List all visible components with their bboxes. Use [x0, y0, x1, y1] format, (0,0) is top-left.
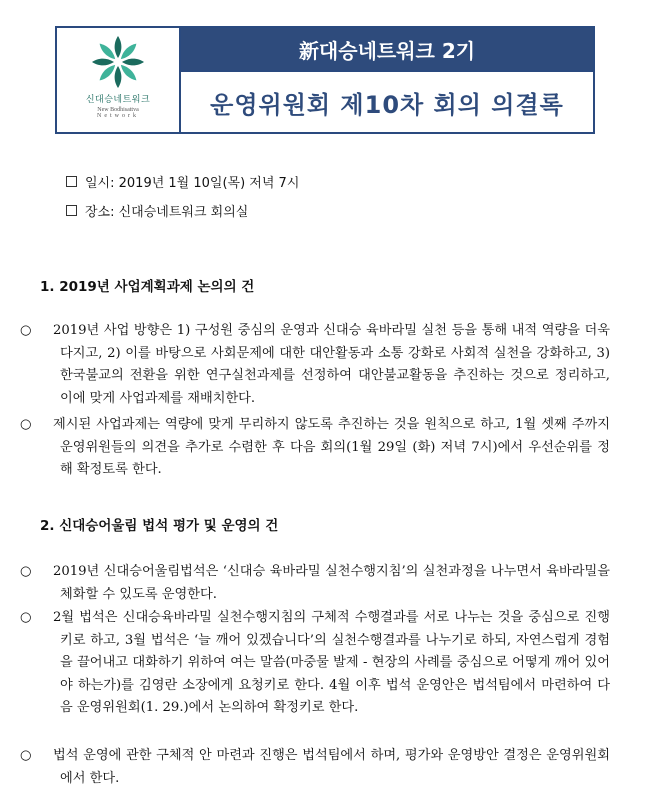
- document-header: [55, 26, 595, 134]
- section-2-item-1: [20, 561, 610, 606]
- item-text: 제시된 사업과제는 역량에 맞게 무리하지 않도록 추진하는 것을 원칙으로 하고, 1월 셋째 주까지 운영위원들의 의견을 추가로 수렴한 후 다음 회의(1월 29일 (화) 저녁 7시)에서 우선순위를 정해 확정토록 한다.: [53, 417, 610, 477]
- circle-bullet-icon: ○: [20, 323, 32, 338]
- org-title: 新대승네트워크 2기: [181, 28, 593, 72]
- item-text: 2019년 사업 방향은 1) 구성원 중심의 운영과 신대승 육바라밀 실천 등을 통해 내적 역량을 더욱 다지고, 2) 이를 바탕으로 사회문제에 대한 대안활동과 소통 강화로 사회적 실천을 강화하고, 3) 한국불교의 전환을 위한 연구실천과제를 선정하여 대안불교활동을 추진하는 것으로 정리하고, 이에 맞게 사업과제를 재배치한다.: [53, 323, 610, 406]
- checkbox-square-icon: [66, 205, 77, 216]
- section-heading-1: 1. 2019년 사업계획과제 논의의 건: [40, 279, 255, 295]
- section-1-item-1: [20, 320, 610, 410]
- section-heading-2: 2. 신대승어울림 법석 평가 및 운영의 건: [40, 518, 279, 534]
- section-2-item-2: [20, 607, 610, 720]
- logo-name-en-network: Network: [97, 113, 139, 119]
- item-text: 법석 운영에 관한 구체적 안 마련과 진행은 법석팀에서 하며, 평가와 운영방안 결정은 운영위원회에서 한다.: [53, 748, 610, 786]
- logo: [57, 28, 181, 132]
- circle-bullet-icon: ○: [20, 564, 32, 579]
- section-1-item-2: [20, 414, 610, 482]
- document-title: 운영위원회 제10차 회의 의결록: [210, 90, 564, 119]
- lotus-flower-icon: [90, 34, 146, 90]
- section-2-item-3: [20, 745, 610, 790]
- meeting-date: [66, 172, 299, 191]
- item-text: 2019년 신대승어울림법석은 ‘신대승 육바라밀 실천수행지침’의 실천과정을 나누면서 육바라밀을 체화할 수 있도록 운영한다.: [53, 564, 610, 602]
- meeting-date-text: 일시: 2019년 1월 10일(목) 저녁 7시: [85, 176, 300, 191]
- meeting-place-text: 장소: 신대승네트워크 회의실: [85, 205, 249, 220]
- logo-name-en: New Bodhisattva: [97, 107, 139, 113]
- meeting-place: [66, 201, 248, 220]
- item-text: 2월 법석은 신대승육바라밀 실천수행지침의 구체적 수행결과를 서로 나누는 것을 중심으로 진행키로 하고, 3월 법석은 ‘늘 깨어 있겠습니다’의 실천수행결과를 나누기로 하되, 자연스럽게 경험을 끌어내고 대화하기 위하여 여는 말씀(마중물 발제 - 현장의 사례를 중심으로 어떻게 깨어 있어야 하는가)를 김영란 소장에게 요청키로 한다. 4월 이후 법석 운영안은 법석팀에서 마련하여 다음 운영위원회(1. 29.)에서 논의하여 확정키로 한다.: [53, 610, 610, 715]
- circle-bullet-icon: ○: [20, 610, 32, 625]
- circle-bullet-icon: ○: [20, 417, 32, 432]
- logo-name-ko: 신대승네트워크: [85, 95, 151, 105]
- circle-bullet-icon: ○: [20, 748, 32, 763]
- checkbox-square-icon: [66, 176, 77, 187]
